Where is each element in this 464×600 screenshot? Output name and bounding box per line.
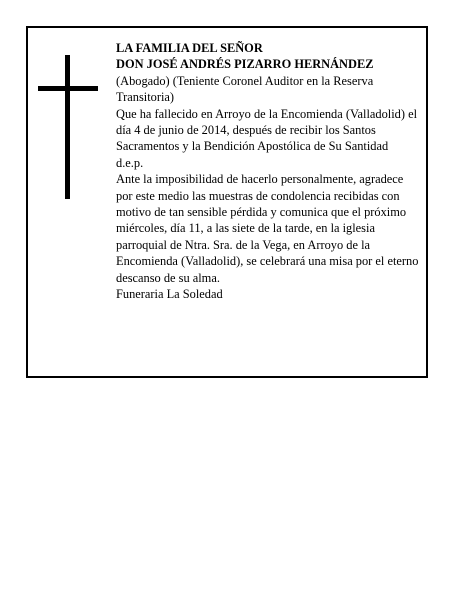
notice-heading-family: LA FAMILIA DEL SEÑOR — [116, 41, 263, 55]
notice-heading-deceased-name: DON JOSÉ ANDRÉS PIZARRO HERNÁNDEZ — [116, 57, 374, 72]
funeral-home-name: Funeraria La Soledad — [116, 287, 223, 302]
deceased-credentials: (Abogado) (Teniente Coronel Auditor en la Reserva Transitoria) — [116, 73, 374, 105]
cross-horizontal-bar — [38, 86, 98, 91]
cross-vertical-bar — [65, 55, 70, 199]
obituary-text-block — [116, 40, 420, 303]
latin-cross-icon — [38, 55, 98, 199]
thanks-and-mass-announcement: Ante la imposibilidad de hacerlo personalmente, agradece por este medio las muestras de condolencia recibidas con motivo de tan sensible pérdida y comunica que el próximo miércoles, día 11, a las siete de la tarde, en la iglesia parroquial de Ntra. Sra. de la Vega, en Arroyo de la Encomienda (Valladolid), se celebrará una misa por el eterno descanso de su alma. — [116, 172, 419, 285]
obituary-notice-frame — [26, 26, 428, 378]
death-statement: Que ha fallecido en Arroyo de la Encomienda (Valladolid) el día 4 de junio de 2014, después de recibir los Santos Sacramentos y la Bendición Apostólica de Su Santidad — [116, 106, 418, 154]
rest-in-peace: d.e.p. — [116, 155, 144, 170]
